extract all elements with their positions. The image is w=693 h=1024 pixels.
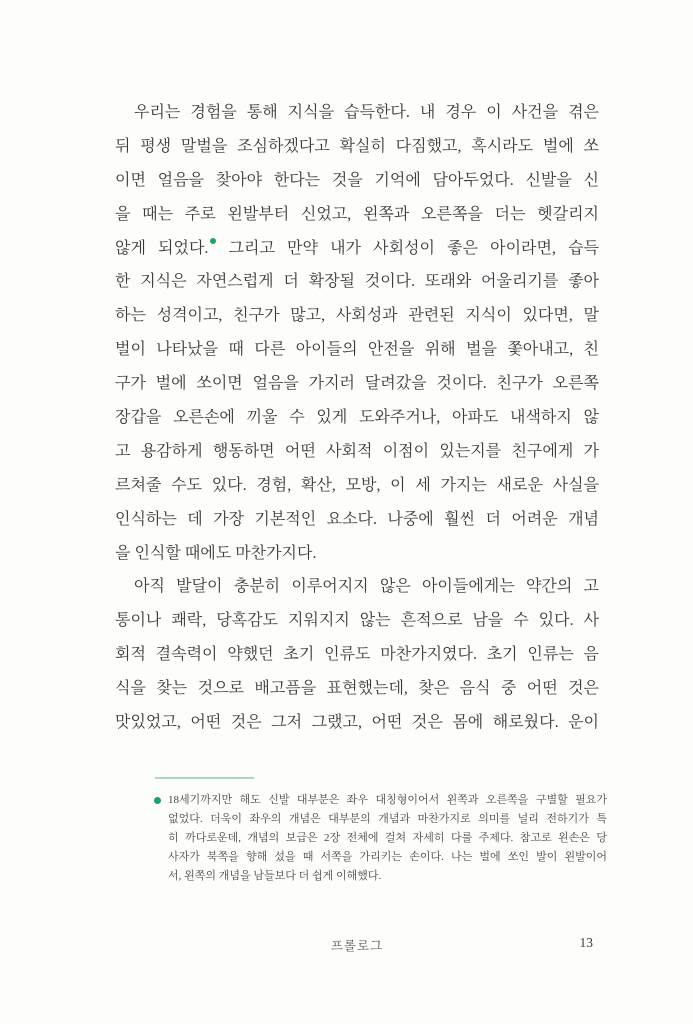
body-line: 통이나 쾌락, 당혹감도 지워지지 않는 흔적으로 남을 수 있다. 사 (115, 612, 599, 630)
footnote-divider (155, 777, 254, 779)
body-line: 을 때는 주로 왼발부터 신었고, 왼쪽과 오른쪽을 더는 헷갈리지 (115, 205, 599, 223)
footnote-block (154, 791, 607, 886)
body-line: 인식하는 데 가장 기본적인 요소다. 나중에 훨씬 더 어려운 개념 (115, 510, 599, 528)
footnote-line: 사자가 북쪽을 향해 섰을 때 서쪽을 가리키는 손이다. 나는 벌에 쏘인 발이 왼발이어 (168, 851, 607, 863)
body-line-with-marker (115, 232, 599, 266)
body-line: 르쳐줄 수도 있다. 경험, 확산, 모방, 이 세 가지는 새로운 사실을 (115, 476, 599, 494)
paragraph-1 (115, 96, 599, 570)
footnote-bullet-icon (154, 797, 161, 804)
footnote-line: 18세기까지만 해도 신발 대부분은 좌우 대칭형이어서 왼쪽과 오른쪽을 구별할 필요가 (168, 794, 607, 806)
body-line: 장갑을 오른손에 끼울 수 있게 도와주거나, 아파도 내색하지 않 (115, 409, 599, 427)
page-number: 13 (579, 935, 593, 950)
running-title: 프롤로그 (330, 939, 384, 953)
body-line: 우리는 경험을 통해 지식을 습득한다. 내 경우 이 사건을 겪은 (134, 104, 599, 121)
body-line: 회적 결속력이 약했던 초기 인류도 마찬가지였다. 초기 인류는 음 (115, 646, 599, 664)
body-line: 한 지식은 자연스럽게 더 확장될 것이다. 또래와 어울리기를 좋아 (115, 273, 599, 291)
body-line: 이면 얼음을 찾아야 한다는 것을 기억에 담아두었다. 신발을 신 (115, 171, 599, 189)
body-line: 뒤 평생 말벌을 조심하겠다고 확실히 다짐했고, 혹시라도 벌에 쏘 (115, 137, 599, 155)
body-text-block (115, 96, 599, 740)
footnote-text (168, 791, 607, 886)
body-line: 을 인식할 때에도 마찬가지다. (115, 544, 317, 562)
marker-line-before: 않게 되었다. (115, 239, 209, 257)
footnote-marker-dot-icon (210, 238, 216, 244)
footnote-line: 히 까다로운데, 개념의 보급은 2장 전체에 걸쳐 자세히 다룰 주제다. 참고로 왼손은 당 (168, 832, 607, 844)
body-line: 식을 찾는 것으로 배고픔을 표현했는데, 찾은 음식 중 어떤 것은 (115, 680, 599, 698)
body-line: 구가 벌에 쏘이면 얼음을 가지러 달려갔을 것이다. 친구가 오른쪽 (115, 375, 599, 393)
body-line: 아직 발달이 충분히 이루어지지 않은 아이들에게는 약간의 고 (134, 578, 599, 596)
footnote-line: 서, 왼쪽의 개념을 남들보다 더 쉽게 이해했다. (168, 870, 382, 882)
body-line: 하는 성격이고, 친구가 많고, 사회성과 관련된 지식이 있다면, 말 (115, 307, 599, 325)
marker-line-after: 그리고 만약 내가 사회성이 좋은 아이라면, 습득 (228, 239, 599, 257)
body-line: 맛있었고, 어떤 것은 그저 그랬고, 어떤 것은 몸에 해로웠다. 운이 (115, 714, 599, 732)
page-footer (115, 936, 599, 954)
paragraph-2 (115, 570, 599, 739)
body-line: 벌이 나타났을 때 다른 아이들의 안전을 위해 벌을 쫓아내고, 친 (115, 341, 599, 359)
footnote-line: 없었다. 더욱이 좌우의 개념은 대부분의 개념과 마찬가지로 의미를 널리 전하기가 특 (168, 813, 607, 825)
body-line: 고 용감하게 행동하면 어떤 사회적 이점이 있는지를 친구에게 가 (115, 442, 599, 460)
